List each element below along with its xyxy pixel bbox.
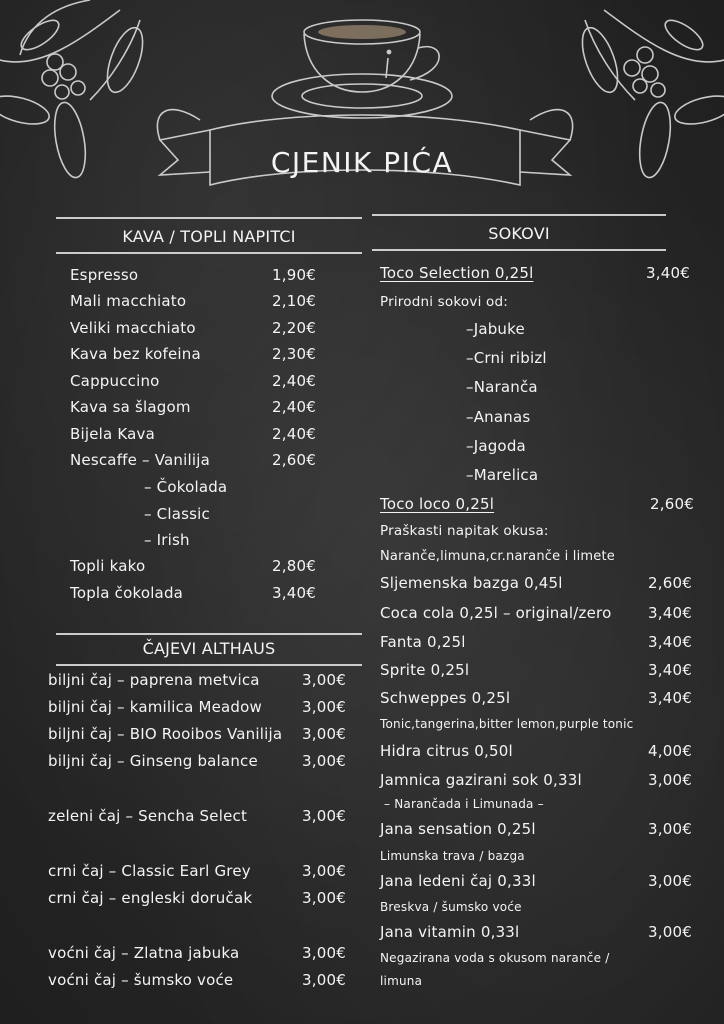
tea-item-name: biljni čaj – Ginseng balance xyxy=(48,752,258,770)
juice-item-price: 2,60€ xyxy=(648,574,692,592)
flavor-option: – Irish xyxy=(144,531,190,549)
juice-note: Naranče,limuna,cr.naranče i limete xyxy=(380,549,615,564)
tea-item-name: voćni čaj – Zlatna jabuka xyxy=(48,944,240,962)
flavor-option: – Čokolada xyxy=(144,478,228,496)
menu-item-price: 2,30€ xyxy=(272,345,316,363)
tea-item-price: 3,00€ xyxy=(302,752,346,770)
menu-item-price: 2,40€ xyxy=(272,372,316,390)
menu-item-price: 1,90€ xyxy=(272,266,316,284)
juice-item-name: Jamnica gazirani sok 0,33l xyxy=(380,771,582,789)
flavor-option: – Classic xyxy=(144,505,210,523)
menu-item-name: Espresso xyxy=(70,266,139,284)
juice-item-name: Sljemenska bazga 0,45l xyxy=(380,574,563,592)
tea-item-price: 3,00€ xyxy=(302,971,346,989)
juice-flavor: –Jabuke xyxy=(466,320,525,338)
juice-item-price: 3,40€ xyxy=(646,264,690,282)
menu-item-name: Cappuccino xyxy=(70,372,160,390)
juice-item-name: Toco Selection 0,25l xyxy=(380,264,534,282)
menu-item-name: Mali macchiato xyxy=(70,292,187,310)
juice-item-price: 3,40€ xyxy=(648,604,692,622)
juice-item-price: 3,40€ xyxy=(648,661,692,679)
coffee-cup-icon xyxy=(272,20,452,118)
juice-item-name: Toco loco 0,25l xyxy=(380,495,495,513)
menu-item-price: 2,40€ xyxy=(272,425,316,443)
juice-note: Tonic,tangerina,bitter lemon,purple tonic xyxy=(380,717,634,731)
menu-item-name: Topli kako xyxy=(70,557,146,575)
menu-item-name: Kava bez kofeina xyxy=(70,345,201,363)
juice-note: Negazirana voda s okusom naranče / xyxy=(380,951,610,965)
menu-item-name: Nescaffe – Vanilija xyxy=(70,451,210,469)
juice-flavor: –Marelica xyxy=(466,466,539,484)
tea-item-name: zeleni čaj – Sencha Select xyxy=(48,807,248,825)
menu-item-price: 2,40€ xyxy=(272,398,316,416)
juice-note: limuna xyxy=(380,974,423,988)
juice-note: Praškasti napitak okusa: xyxy=(380,523,549,539)
divider xyxy=(56,664,362,666)
menu-item-price: 3,40€ xyxy=(272,584,316,602)
juice-item-name: Jana sensation 0,25l xyxy=(380,820,536,838)
juice-item-price: 3,00€ xyxy=(648,771,692,789)
tea-item-price: 3,00€ xyxy=(302,725,346,743)
juice-item-price: 3,00€ xyxy=(648,872,692,890)
juice-item-name: Jana ledeni čaj 0,33l xyxy=(380,872,536,890)
tea-item-name: crni čaj – Classic Earl Grey xyxy=(48,862,251,880)
juice-item-name: Schweppes 0,25l xyxy=(380,689,511,707)
juice-flavor: –Crni ribizl xyxy=(466,349,547,367)
menu-item-name: Veliki macchiato xyxy=(70,319,196,337)
section-heading-kava: KAVA / TOPLI NAPITCI xyxy=(122,227,296,246)
tea-item-price: 3,00€ xyxy=(302,944,346,962)
juice-item-price: 3,00€ xyxy=(648,923,692,941)
tea-item-price: 3,00€ xyxy=(302,862,346,880)
menu-item-name: Bijela Kava xyxy=(70,425,156,443)
tea-item-name: biljni čaj – kamilica Meadow xyxy=(48,698,262,716)
menu-item-price: 2,60€ xyxy=(272,451,316,469)
juice-note: – Narančada i Limunada – xyxy=(384,797,544,811)
juice-item-name: Jana vitamin 0,33l xyxy=(380,923,520,941)
juice-item-price: 3,40€ xyxy=(648,633,692,651)
section-heading-sokovi: SOKOVI xyxy=(488,224,550,243)
section-heading-cajevi: ČAJEVI ALTHAUS xyxy=(142,639,276,658)
menu-item-price: 2,10€ xyxy=(272,292,316,310)
juice-item-name: Sprite 0,25l xyxy=(380,661,470,679)
menu-item-price: 2,80€ xyxy=(272,557,316,575)
menu-item-name: Kava sa šlagom xyxy=(70,398,191,416)
tea-item-name: crni čaj – engleski doručak xyxy=(48,889,253,907)
tea-item-price: 3,00€ xyxy=(302,698,346,716)
juice-item-price: 4,00€ xyxy=(648,742,692,760)
menu-item-price: 2,20€ xyxy=(272,319,316,337)
divider xyxy=(56,252,362,254)
tea-item-price: 3,00€ xyxy=(302,671,346,689)
tea-item-price: 3,00€ xyxy=(302,807,346,825)
juice-item-price: 3,00€ xyxy=(648,820,692,838)
divider xyxy=(56,633,362,635)
juice-item-name: Coca cola 0,25l – original/zero xyxy=(380,604,612,622)
page-title: CJENIK PIĆA xyxy=(270,146,454,179)
juice-note: Breskva / šumsko voće xyxy=(380,900,522,914)
juice-item-price: 2,60€ xyxy=(650,495,694,513)
juice-item-price: 3,40€ xyxy=(648,689,692,707)
juice-item-name: Hidra citrus 0,50l xyxy=(380,742,513,760)
tea-item-name: voćni čaj – šumsko voće xyxy=(48,971,234,989)
juice-flavor: –Jagoda xyxy=(466,437,526,455)
juice-note: Prirodni sokovi od: xyxy=(380,294,508,310)
divider xyxy=(56,217,362,219)
tea-item-price: 3,00€ xyxy=(302,889,346,907)
tea-item-name: biljni čaj – paprena metvica xyxy=(48,671,260,689)
juice-item-name: Fanta 0,25l xyxy=(380,633,466,651)
juice-flavor: –Naranča xyxy=(466,378,538,396)
menu-item-name: Topla čokolada xyxy=(70,584,184,602)
juice-flavor: –Ananas xyxy=(466,408,531,426)
divider xyxy=(372,249,666,251)
divider xyxy=(372,214,666,216)
tea-item-name: biljni čaj – BIO Rooibos Vanilija xyxy=(48,725,283,743)
juice-note: Limunska trava / bazga xyxy=(380,849,525,863)
